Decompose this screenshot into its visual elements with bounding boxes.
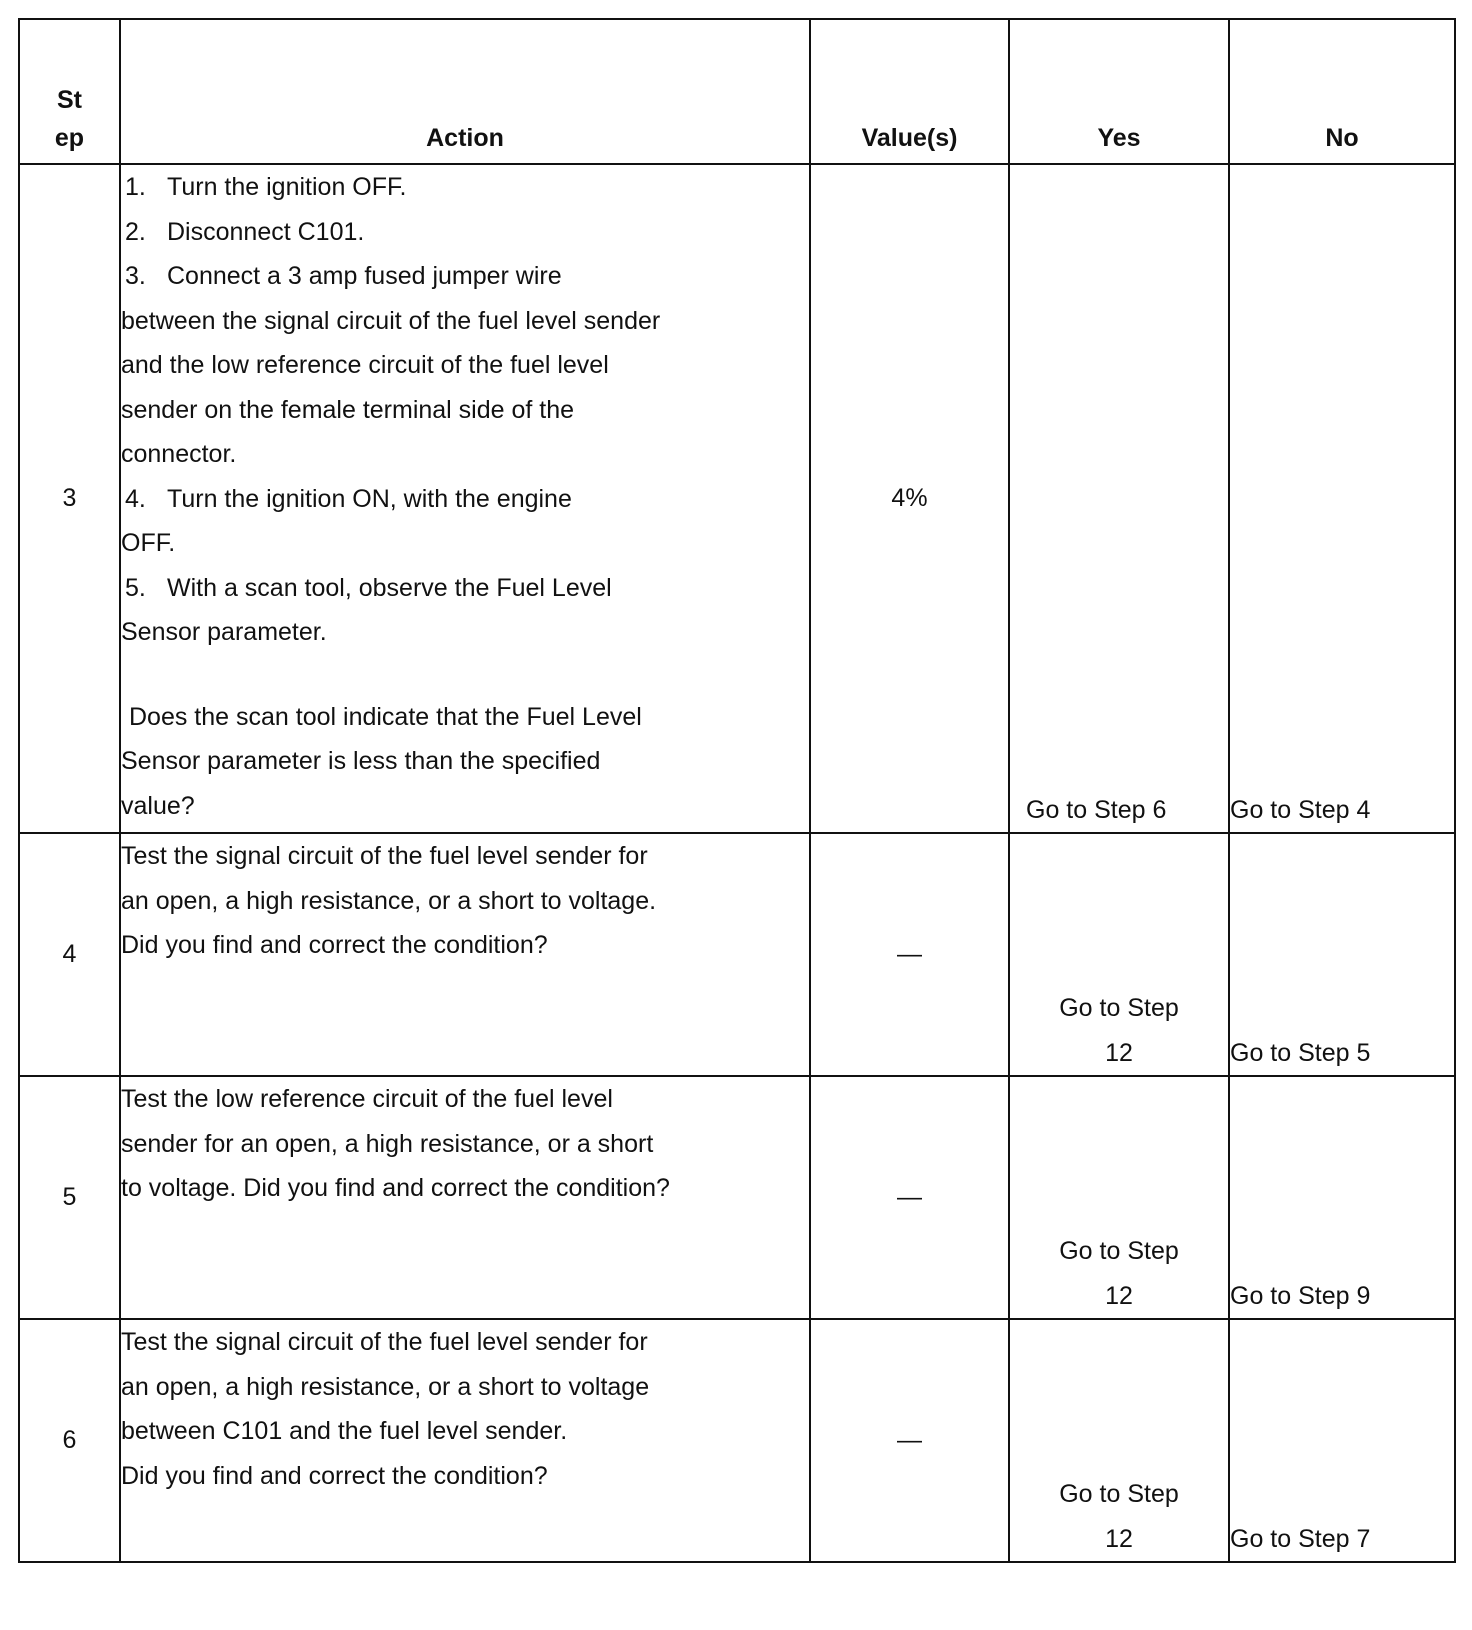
action-spacer	[121, 655, 809, 695]
value-cell: —	[810, 1319, 1009, 1562]
action-text: Did you find and correct the condition?	[121, 1461, 548, 1490]
action-text: Test the signal circuit of the fuel level sender for	[121, 1328, 648, 1356]
action-cell	[120, 833, 810, 1076]
action-text: OFF.	[121, 529, 176, 557]
action-text: Test the signal circuit of the fuel level sender for	[121, 842, 648, 870]
no-cell: Go to Step 4	[1229, 164, 1455, 833]
action-item: 3. Connect a 3 amp fused jumper wire	[125, 262, 562, 290]
header-values: Value(s)	[810, 19, 1009, 164]
action-text: to voltage. Did you find and correct the condition?	[121, 1174, 670, 1202]
step-number: 3	[19, 164, 120, 833]
step-number: 6	[19, 1319, 120, 1562]
action-text: an open, a high resistance, or a short to voltage.	[121, 886, 657, 915]
header-action: Action	[120, 19, 810, 164]
action-text: connector.	[121, 440, 237, 468]
table-row	[19, 1076, 1455, 1319]
header-step: St ep	[19, 19, 120, 164]
action-cell	[120, 164, 810, 833]
yes-cell: Go to Step 12	[1009, 833, 1229, 1076]
action-text: an open, a high resistance, or a short to voltage	[121, 1372, 650, 1401]
yes-cell: Go to Step 6	[1009, 164, 1229, 833]
action-cell	[120, 1076, 810, 1319]
action-item: 1. Turn the ignition OFF.	[125, 173, 407, 201]
no-cell: Go to Step 7	[1229, 1319, 1455, 1562]
action-text: and the low reference circuit of the fuel level	[121, 351, 609, 379]
table-row	[19, 833, 1455, 1076]
yes-cell: Go to Step 12	[1009, 1319, 1229, 1562]
action-text: Sensor parameter.	[121, 618, 327, 646]
action-item: 5. With a scan tool, observe the Fuel Level	[125, 573, 612, 602]
value-cell: 4%	[810, 164, 1009, 833]
no-cell: Go to Step 5	[1229, 833, 1455, 1076]
no-cell: Go to Step 9	[1229, 1076, 1455, 1319]
action-item: 4. Turn the ignition ON, with the engine	[125, 484, 572, 513]
action-question: Does the scan tool indicate that the Fuel Level	[129, 702, 642, 731]
header-row	[19, 19, 1455, 164]
header-no: No	[1229, 19, 1455, 164]
action-cell	[120, 1319, 810, 1562]
action-question: value?	[121, 791, 195, 820]
header-yes: Yes	[1009, 19, 1229, 164]
value-cell: —	[810, 1076, 1009, 1319]
step-number: 5	[19, 1076, 120, 1319]
value-cell: —	[810, 833, 1009, 1076]
action-text: Did you find and correct the condition?	[121, 931, 548, 959]
table-row	[19, 164, 1455, 833]
action-text: between the signal circuit of the fuel level sender	[121, 306, 661, 335]
step-number: 4	[19, 833, 120, 1076]
action-question: Sensor parameter is less than the specified	[121, 747, 601, 775]
yes-cell: Go to Step 12	[1009, 1076, 1229, 1319]
diagnostic-table	[18, 18, 1456, 1563]
action-text: sender on the female terminal side of the	[121, 395, 575, 424]
table-row	[19, 1319, 1455, 1562]
action-text: Test the low reference circuit of the fuel level	[121, 1085, 613, 1113]
action-item: 2. Disconnect C101.	[125, 217, 365, 246]
action-text: sender for an open, a high resistance, or a short	[121, 1129, 654, 1158]
action-text: between C101 and the fuel level sender.	[121, 1417, 568, 1445]
